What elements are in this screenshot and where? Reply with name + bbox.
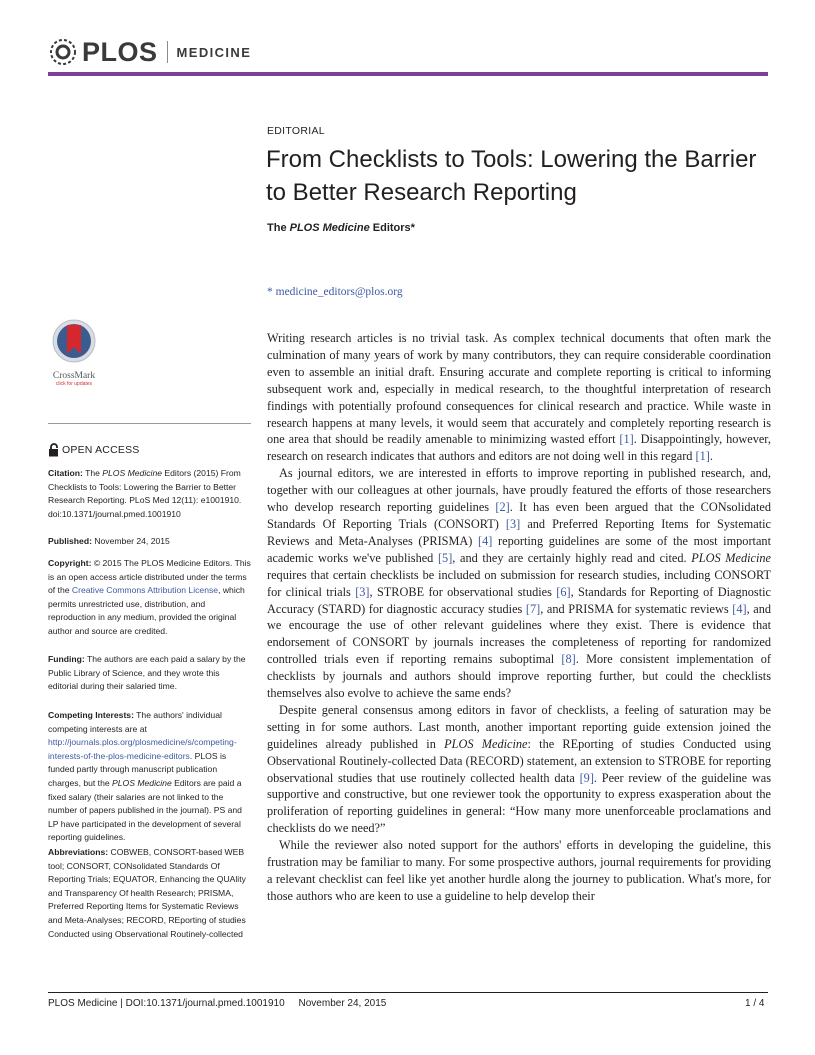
footer-rule — [48, 992, 768, 993]
citation-label: Citation: — [48, 468, 83, 478]
reference-link[interactable]: [4] — [478, 533, 493, 548]
footer-citation: PLOS Medicine | DOI:10.1371/journal.pmed.1001910 November 24, 2015 — [48, 998, 387, 1009]
license-link[interactable]: Creative Commons Attribution License — [71, 585, 219, 596]
ci-mid: . PLOS is funded partly through manuscript publication charges, but the — [48, 750, 227, 788]
article-title: From Checklists to Tools: Lowering the Barrier to Better Research Reporting — [266, 146, 757, 206]
author-prefix: The — [267, 222, 290, 234]
reference-link[interactable]: [1] — [619, 432, 634, 447]
author-journal: PLOS Medicine — [289, 222, 370, 234]
reference-link[interactable]: [7] — [525, 601, 541, 616]
open-lock-icon — [48, 443, 59, 457]
body-paragraph: Writing research articles is no trivial task. As complex technical documents that often mark the culmination of many years of work by many contributors, they can require considerable coordination even to assemble an initial draft. Ensuring accurate and complete reporting is critical to informing subsequent work and, especially in medical research, to the thoughtful interpretation of research findings with potentially profound consequences for clinical research and practice. While waste in research happens at many levels, it would seem that accurately and completely reporting research is one area that should be readily amenable to minimizing wasted effort [1]. Disappointingly, however, research on research indicates that authors and editors are not doing well in this regard [1]. — [267, 331, 771, 464]
reference-link[interactable]: [3] — [355, 584, 370, 599]
reference-link[interactable]: [1] — [695, 449, 710, 464]
plos-mark-icon — [48, 37, 78, 67]
abbreviations-value: COBWEB, CONSORT-based WEB tool; CONSORT, CONsolidated Standards Of Reporting Trials; EQUATOR, Enhancing the QUAlity and Transparency Of health Research; PRISMA, Preferred Reporting Items for Systematic Reviews and Meta-Analyses; RECORD, REporting of studies Conducted using Observational Routinely-collected — [48, 847, 246, 939]
article-body — [267, 330, 771, 905]
reference-link[interactable]: [5] — [437, 550, 453, 565]
crossmark-label: CrossMark — [52, 371, 96, 381]
crossmark-sub: click for updates — [55, 381, 93, 387]
page-number: 1 / 4 — [745, 998, 765, 1009]
reference-link[interactable]: [8] — [561, 652, 576, 667]
reference-link[interactable]: [2] — [495, 500, 510, 515]
published-value: November 24, 2015 — [91, 536, 170, 546]
funding-block — [48, 653, 251, 694]
article-type: EDITORIAL — [267, 125, 325, 137]
plos-logo[interactable] — [48, 34, 251, 70]
corr-email-link[interactable]: medicine_editors@plos.org — [275, 286, 403, 298]
ci-post: Editors are paid a fixed salary (their salaries are not linked to the number of papers published in the journal). PS and LP have participated in the development of several reporting guidelines. — [48, 777, 242, 843]
reference-link[interactable]: [9] — [579, 770, 594, 785]
author-line — [267, 222, 415, 234]
crossmark-icon — [51, 318, 97, 364]
citation-journal: PLOS Medicine — [102, 468, 163, 478]
body-paragraph: While the reviewer also noted support for the authors' efforts in developing the guideline, this frustration may be familiar to many. For some prospective authors, journal requirements for providing a relevant checklist can feel like yet another hurdle along the journey to publication. What's more, for those authors who are keen to use a guideline to help develop their — [267, 838, 771, 903]
competing-interests-label: Competing Interests: — [48, 710, 134, 720]
funding-value: The authors are each paid a salary by the Public Library of Science, and they wrote this editorial during their salaried time. — [48, 654, 246, 692]
published-block — [48, 535, 251, 549]
abbreviations-block — [48, 846, 251, 941]
open-access-label: OPEN ACCESS — [62, 444, 140, 456]
reference-link[interactable]: [3] — [505, 516, 521, 531]
abbreviations-label: Abbreviations: — [48, 847, 109, 857]
body-paragraph: Despite general consensus among editors in favor of checklists, a feeling of saturation may be setting in for some authors. Last month, another important reporting guide extension joined the guidelines already published in PLOS Medicine: the REporting of studies Conducted using Observational Routinely-collected Data (RECORD) statement, an extension to STROBE for reporting observational studies that use routinely collected health data [9]. Peer review of the guideline was supportive and constructive, but one reviewer took the opportunity to express exasperation about the proliferation of reporting guidelines in general: “How many more unenforceable proclamations and checklists do we need?” — [267, 702, 771, 836]
citation-block — [48, 467, 251, 521]
copyright-label: Copyright: — [48, 558, 92, 568]
open-access-badge — [48, 443, 139, 457]
citation-text: Editors (2015) From Checklists to Tools: Lowering the Barrier to Better Research Reporting. PLoS Med 12(11): e1001910. doi:10.1371/journal.pmed.1001910 — [48, 468, 242, 519]
author-suffix: Editors — [369, 222, 411, 234]
competing-interests-block — [48, 709, 251, 845]
copyright-block — [48, 557, 251, 639]
correspondence — [267, 286, 403, 298]
copyright-post: , which permits unrestricted use, distribution, and reproduction in any medium, provided the original author and source are credited. — [48, 585, 245, 636]
header-rule — [48, 72, 768, 76]
published-label: Published: — [48, 536, 92, 546]
ci-pre: The authors' individual competing interests are at — [48, 710, 222, 734]
copyright-pre: © 2015 The PLOS Medicine Editors. This is an open access article distributed under the terms of the — [48, 558, 251, 596]
crossmark-badge[interactable] — [44, 318, 104, 387]
ci-journal: PLOS Medicine — [112, 777, 172, 788]
citation-pre: The — [82, 468, 103, 478]
reference-link[interactable]: [6] — [556, 584, 571, 599]
sidebar-rule — [48, 423, 251, 424]
logo-separator — [167, 41, 168, 63]
brand-name: PLOS — [82, 36, 158, 67]
funding-label: Funding: — [48, 654, 85, 664]
author-mark: * — [410, 222, 415, 234]
reference-link[interactable]: [4] — [732, 601, 747, 616]
corr-mark: * — [267, 286, 273, 298]
competing-interests-link[interactable]: http://journals.plos.org/plosmedicine/s/competing-interests-of-the-plos-medicine-editors — [48, 737, 237, 761]
body-paragraph: As journal editors, we are interested in efforts to improve reporting in published research, and, together with our colleagues at other journals, have proudly featured the efforts of those researchers who develop research reporting guidelines [2]. It has even been argued that the CONsolidated Standards Of Reporting Trials (CONSORT) [3] and Preferred Reporting Items for Systematic Reviews and Meta-Analyses (PRISMA) [4] reporting guidelines are some of the most important academic works we've published [5], and they are certainly highly read and cited. PLOS Medicine requires that certain checklists be included on submission for research studies, including CONSORT for clinical trials [3], STROBE for observational studies [6], Standards for Reporting of Diagnostic Accuracy (STARD) for diagnostic accuracy studies [7], and PRISMA for systematic reviews [4], and we encourage the use of other relevant guidelines where they exist. There is evidence that endorsement of CONSORT by journals increases the completeness of reporting for randomized controlled trials even if reporting remains suboptimal [8]. More consistent implementation of checklists by journals and authors should improve reporting further, but could the checklists themselves also evolve to achieve the same ends? — [267, 466, 772, 701]
journal-name: MEDICINE — [176, 44, 252, 60]
